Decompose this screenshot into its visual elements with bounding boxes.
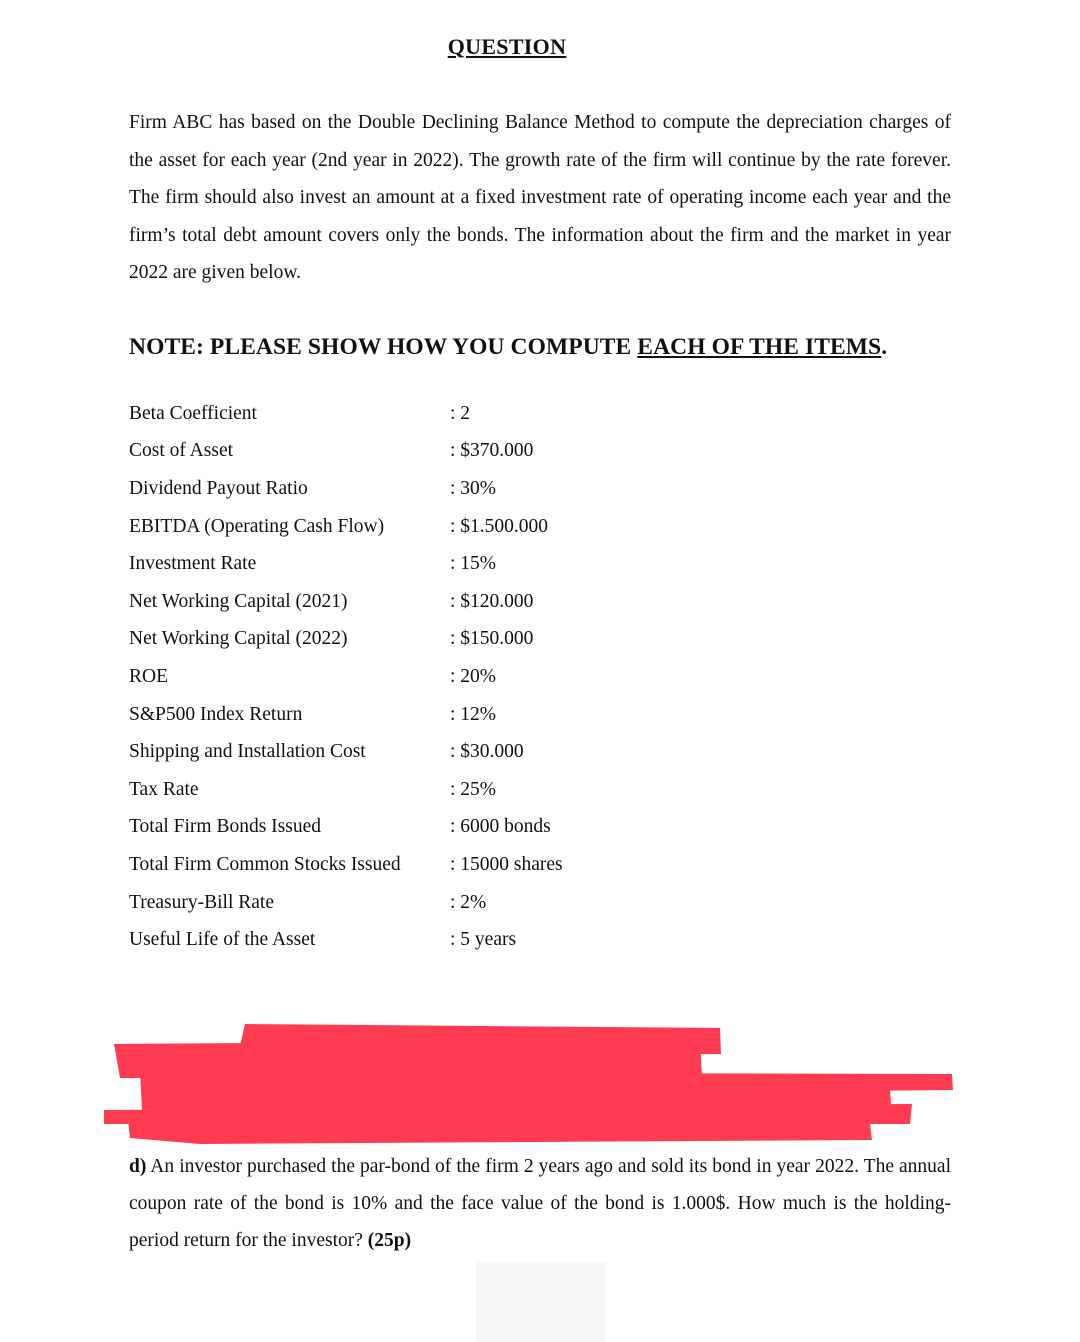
faint-background-patch	[476, 1262, 606, 1342]
fact-row	[129, 508, 729, 546]
fact-label: Net Working Capital (2022)	[129, 628, 348, 650]
note-prefix: NOTE: PLEASE SHOW HOW YOU COMPUTE	[129, 334, 638, 360]
fact-row	[129, 545, 729, 583]
fact-row	[129, 583, 729, 621]
fact-row	[129, 470, 729, 508]
fact-label: Beta Coefficient	[129, 402, 257, 424]
fact-label: Cost of Asset	[129, 440, 234, 462]
fact-value: : 12%	[450, 703, 497, 725]
fact-value: : $370.000	[450, 440, 534, 462]
fact-row	[129, 395, 729, 433]
fact-label: Treasury-Bill Rate	[129, 891, 274, 913]
fact-value: : $1.500.000	[450, 515, 549, 537]
redaction-scribble	[100, 1020, 960, 1150]
question-d-points: (25p)	[367, 1230, 412, 1251]
fact-label: EBITDA (Operating Cash Flow)	[129, 515, 385, 537]
fact-row	[129, 921, 729, 959]
fact-label: Useful Life of the Asset	[129, 929, 316, 951]
fact-row	[129, 771, 729, 809]
redaction-strokes	[104, 1024, 953, 1144]
fact-row	[129, 696, 729, 734]
fact-row	[129, 846, 729, 884]
redaction-stroke	[128, 1120, 872, 1144]
intro-paragraph: Firm ABC has based on the Double Declining Balance Method to compute the depreciation charges of the asset for each year (2nd year in 2022). The growth rate of the firm will continue by the rate forever. The firm should also invest an amount at a fixed investment rate of operating income each year and the firm’s total debt amount covers only the bonds. The information about the firm and the market in year 2022 are given below.	[129, 112, 951, 283]
fact-value: : $120.000	[450, 590, 534, 612]
page-title: QUESTION	[447, 34, 567, 59]
fact-value: : 6000 bonds	[450, 816, 551, 838]
fact-label: Total Firm Common Stocks Issued	[129, 853, 401, 875]
fact-value: : $30.000	[450, 741, 524, 763]
fact-value: : 2	[450, 402, 471, 424]
fact-label: Shipping and Installation Cost	[129, 741, 366, 763]
question-d-label: d)	[129, 1156, 147, 1177]
fact-value: : $150.000	[450, 628, 534, 650]
fact-label: Dividend Payout Ratio	[129, 477, 308, 499]
note-emphasis: EACH OF THE ITEMS	[637, 334, 882, 360]
fact-value: : 5 years	[450, 929, 517, 951]
fact-label: ROE	[129, 665, 168, 687]
fact-label: Total Firm Bonds Issued	[129, 816, 322, 838]
question-d-text: An investor purchased the par-bond of the firm 2 years ago and sold its bond in year 2022. The annual coupon rate of the bond is 10% and the face value of the bond is 1.000$. How much is the holding-period return for the investor?	[129, 1156, 951, 1251]
fact-label: S&P500 Index Return	[129, 703, 303, 725]
fact-row	[129, 658, 729, 696]
fact-row	[129, 433, 729, 471]
fact-value: : 2%	[450, 891, 487, 913]
fact-row	[129, 884, 729, 922]
question-d	[129, 1148, 951, 1259]
fact-row	[129, 809, 729, 847]
fact-value: : 15000 shares	[450, 853, 563, 875]
fact-row	[129, 733, 729, 771]
fact-value: : 15%	[450, 553, 497, 575]
fact-label: Net Working Capital (2021)	[129, 590, 348, 612]
fact-label: Tax Rate	[129, 778, 199, 800]
fact-row	[129, 621, 729, 659]
fact-value: : 30%	[450, 477, 497, 499]
fact-label: Investment Rate	[129, 553, 257, 575]
note-suffix: .	[881, 334, 888, 360]
note-instruction	[129, 334, 969, 361]
firm-data-list	[129, 395, 729, 959]
fact-value: : 20%	[450, 665, 497, 687]
fact-value: : 25%	[450, 778, 497, 800]
